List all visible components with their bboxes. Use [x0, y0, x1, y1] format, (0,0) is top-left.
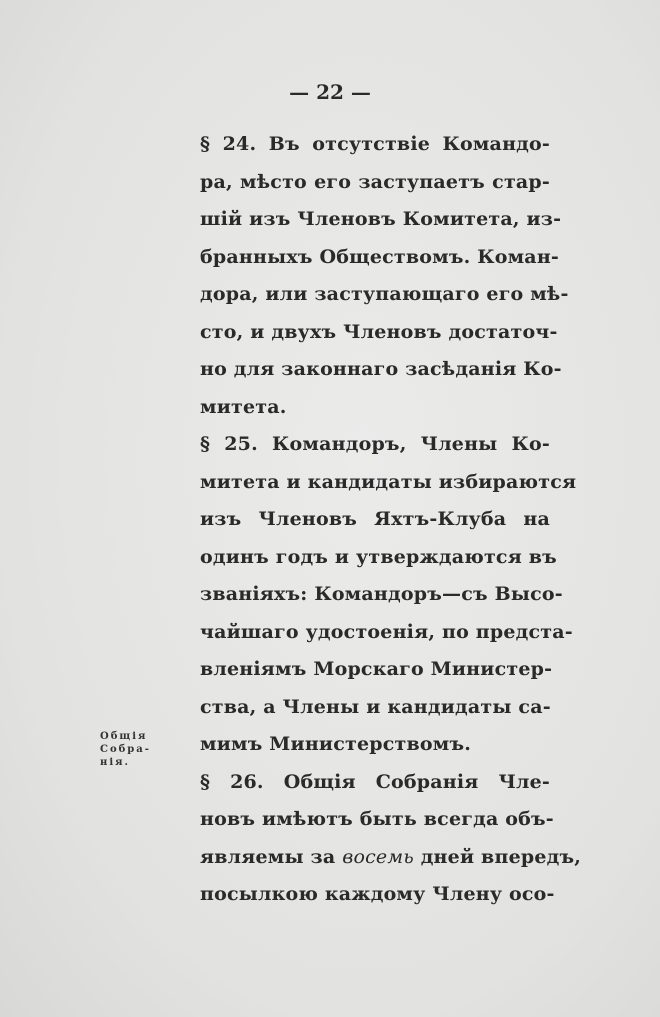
- text-line: мимъ Министерствомъ.: [200, 733, 472, 755]
- text-line: § 24. Въ отсутствіе Командо-: [200, 133, 550, 155]
- page-number: — 22 —: [289, 80, 371, 104]
- section-25: [200, 426, 577, 764]
- section-26: [200, 764, 582, 914]
- text-line: митета и кандидаты избираются: [200, 470, 577, 493]
- text-line: дора, или заступающаго его мѣ-: [200, 283, 569, 305]
- text-line: шій изъ Членовъ Комитета, из-: [200, 208, 562, 230]
- text-span: дней впередъ,: [413, 845, 582, 868]
- text-line: посылкою каждому Члену осо-: [200, 883, 555, 905]
- text-line: изъ Членовъ Яхтъ-Клуба на: [200, 508, 550, 530]
- margin-note-line: Общія: [100, 731, 148, 742]
- text-line: § 26. Общія Собранія Чле-: [200, 770, 550, 793]
- section-24: [200, 126, 569, 426]
- text-line: новъ имѣютъ быть всегда объ-: [200, 808, 554, 830]
- text-line: бранныхъ Обществомъ. Коман-: [200, 245, 560, 268]
- text-line: § 25. Командоръ, Члены Ко-: [200, 433, 550, 455]
- body-text: [200, 126, 582, 914]
- text-line: [200, 839, 582, 877]
- text-line: ства, а Члены и кандидаты са-: [200, 695, 551, 718]
- margin-note: [100, 730, 151, 769]
- italic-word: восемь: [342, 845, 414, 868]
- text-line: званіяхъ: Командоръ—съ Высо-: [200, 583, 563, 605]
- text-line: ра, мѣсто его заступаетъ стар-: [200, 170, 550, 193]
- text-span: являемы за: [200, 845, 343, 868]
- margin-note-line: нія.: [100, 757, 130, 768]
- text-line: митета.: [200, 395, 287, 418]
- text-line: чайшаго удостоенія, по предста-: [200, 620, 573, 643]
- text-line: одинъ годъ и утверждаются въ: [200, 545, 557, 568]
- text-line: сто, и двухъ Членовъ достаточ-: [200, 320, 558, 343]
- text-line: вленіямъ Морскаго Министер-: [200, 658, 553, 680]
- text-line: но для законнаго засѣданія Ко-: [200, 358, 562, 380]
- margin-note-line: Собра-: [100, 744, 151, 755]
